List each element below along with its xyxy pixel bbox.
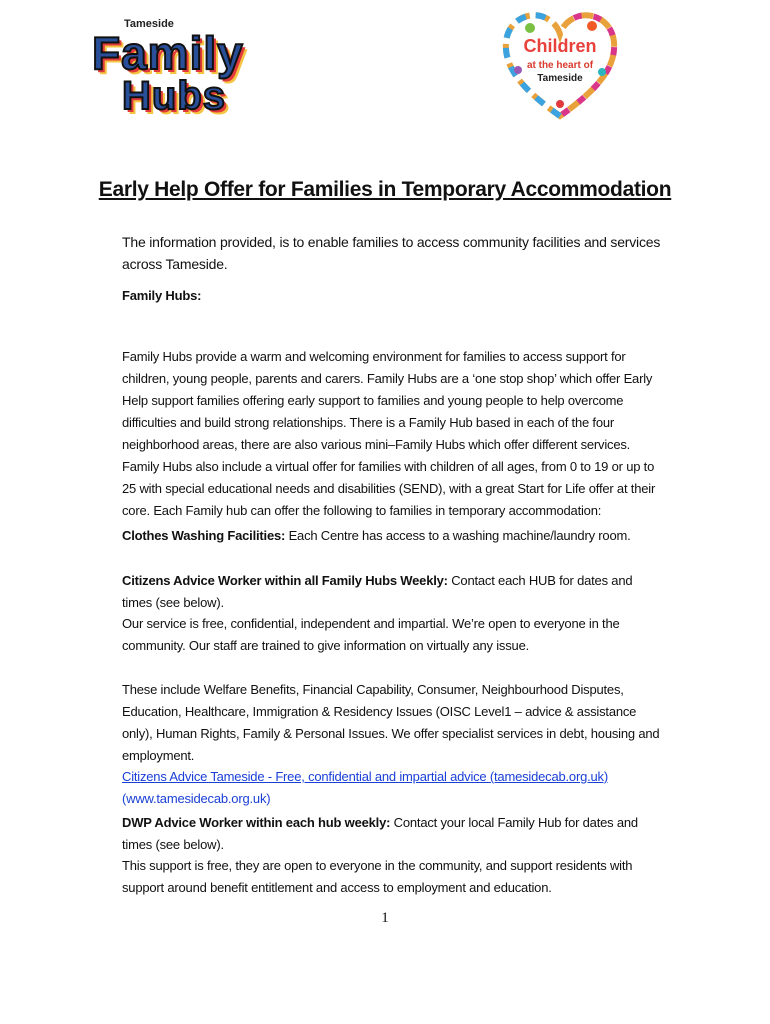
page-title: Early Help Offer for Families in Temporary Accommodation [98,178,672,201]
clothes-washing-paragraph [122,525,662,547]
family-hubs-heading: Family Hubs: [122,288,202,303]
clothes-washing-label: Clothes Washing Facilities: [122,528,286,543]
citizens-advice-text: Contact each HUB for dates and times (see below). [122,573,633,610]
citizens-advice-link[interactable]: Citizens Advice Tameside - Free, confidential and impartial advice (tamesidecab.org.uk) [122,769,608,784]
dwp-advice-description: This support is free, they are open to everyone in the community, and support residents with support around benefit entitlement and access to employment and education. [122,858,633,895]
citizens-advice-label: Citizens Advice Worker within all Family Hubs Weekly: [122,573,448,588]
family-hubs-logo-small-text: Tameside [124,18,174,30]
citizens-advice-description-2: These include Welfare Benefits, Financial Capability, Consumer, Neighbourhood Disputes, Education, Healthcare, Immigration & Residency Issues (OISC Level1 – advice & assistance only), Human Rights, Family & Personal Issues. We offer specialist services in debt, housing and employment. [122,682,660,763]
dwp-advice-paragraph [122,812,662,856]
clothes-washing-text: Each Centre has access to a washing machine/laundry room. [285,528,631,543]
family-hubs-logo-word-family: Family [92,27,244,79]
intro-paragraph: The information provided, is to enable families to access community facilities and services across Tameside. [122,234,661,272]
family-hubs-logo-word-hubs: Hubs [122,74,226,118]
dwp-advice-label: DWP Advice Worker within each hub weekly: [122,815,391,830]
family-hubs-paragraph: Family Hubs provide a warm and welcoming environment for families to access support for children, young people, parents and carers. Family Hubs are a ‘one stop shop’ which offer Early Help support families offering early support to families and young people to help overcome difficulties and build strong relationships. There is a Family Hub based in each of the four neighborhood areas, there are also various mini–Family Hubs which offer different services. Family Hubs also include a virtual offer for families with children of all ages, from 0 to 19 or up to 25 with special educational needs and disabilities (SEND), with a great Start for Life offer at their core. Each Family hub can offer the following to families in temporary accommodation: [122,349,656,518]
citizens-advice-url: (www.tamesidecab.org.uk) [122,791,271,806]
children-heart-logo-line2: at the heart of [526,60,594,71]
children-heart-logo [500,8,620,122]
family-hubs-logo [88,16,253,120]
page-number: 1 [381,910,389,926]
citizens-advice-link-line [122,766,662,810]
citizens-advice-paragraph [122,570,662,614]
dwp-advice-text: Contact your local Family Hub for dates and times (see below). [122,815,638,852]
citizens-advice-description-1: Our service is free, confidential, independent and impartial. We’re open to everyone in the community. Our staff are trained to give information on virtually any issue. [122,616,620,653]
children-heart-logo-line3: Tameside [537,73,583,84]
children-heart-logo-line1: Children [523,36,597,56]
